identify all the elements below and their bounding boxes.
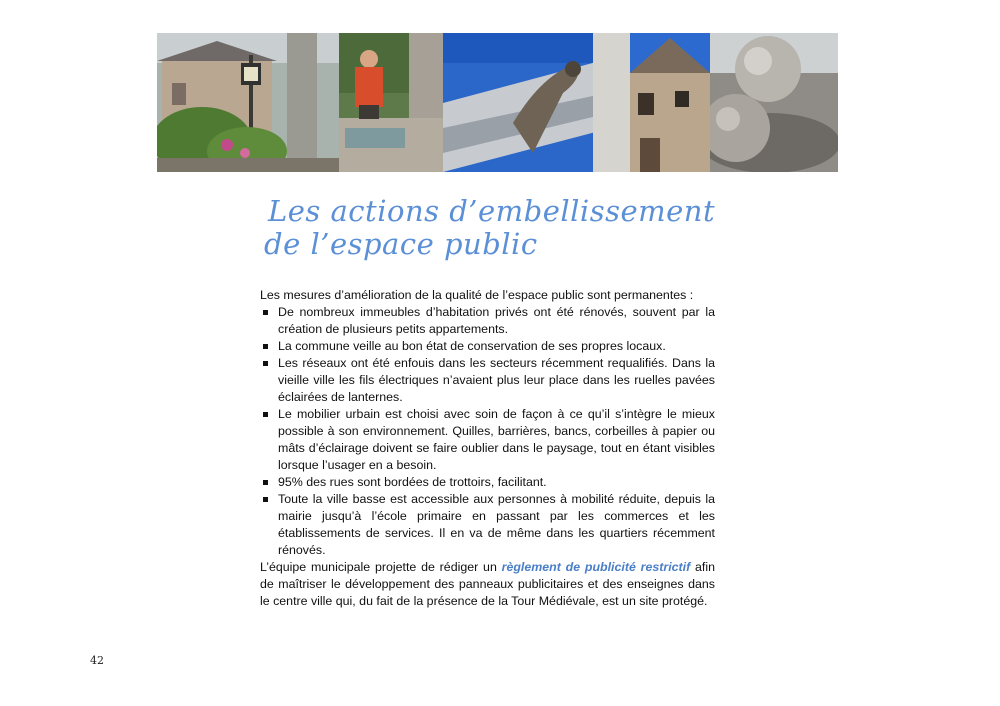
street-lantern-photo bbox=[157, 33, 339, 172]
fountain-washhouse-photo bbox=[339, 33, 443, 172]
list-item: Le mobilier urbain est choisi avec soin de façon à ce qu’il s’intègre le mieux possible à son environnement. Quilles, barrières, bancs, corbeilles à papier ou mâts d’éclairage doivent se faire oublier dans le paysage, tout en étant visibles lorsque l’usager en a besoin. bbox=[260, 406, 715, 474]
title-line-1: Les actions d’embellissement bbox=[268, 194, 716, 228]
intro-paragraph: Les mesures d’amélioration de la qualité de l’espace public sont permanentes : bbox=[260, 288, 694, 302]
stone-bollard-balls-photo bbox=[710, 33, 838, 172]
photo-strip bbox=[157, 33, 838, 172]
highlighted-term: règlement de publicité restrictif bbox=[501, 560, 691, 574]
list-item: Toute la ville basse est accessible aux personnes à mobilité réduite, depuis la mairie jusqu’à l’école primaire en passant par les commerces et les établissements de services. Il en va de même dans les quartiers récemment rénovés. bbox=[260, 491, 715, 559]
page-number: 42 bbox=[90, 654, 104, 667]
measures-list bbox=[260, 304, 715, 559]
list-item: 95% des rues sont bordées de trottoirs, facilitant. bbox=[260, 474, 715, 491]
conclusion-text-end: afin de maîtriser le développement des panneaux publicitaires et des enseignes dans le centre ville qui, du fait de la présence de la Tour Médiévale, est un site protégé. bbox=[260, 560, 716, 608]
list-item: Les réseaux ont été enfouis dans les secteurs récemment requalifiés. Dans la vieille ville les fils électriques n’avaient plus leur place dans les ruelles pavées éclairées de lanternes. bbox=[260, 355, 715, 406]
list-item: De nombreux immeubles d’habitation privés ont été rénovés, souvent par la création de plusieurs petits appartements. bbox=[260, 304, 715, 338]
stone-house-lantern-photo bbox=[630, 33, 710, 172]
page-title bbox=[264, 194, 716, 261]
conclusion-text-start: L’équipe municipale projette de rédiger un bbox=[260, 560, 502, 574]
gargoyle-photo bbox=[443, 33, 630, 172]
conclusion-paragraph bbox=[260, 559, 715, 610]
body-text bbox=[260, 287, 715, 610]
title-line-2: de l’espace public bbox=[264, 227, 538, 261]
list-item: La commune veille au bon état de conservation de ses propres locaux. bbox=[260, 338, 715, 355]
